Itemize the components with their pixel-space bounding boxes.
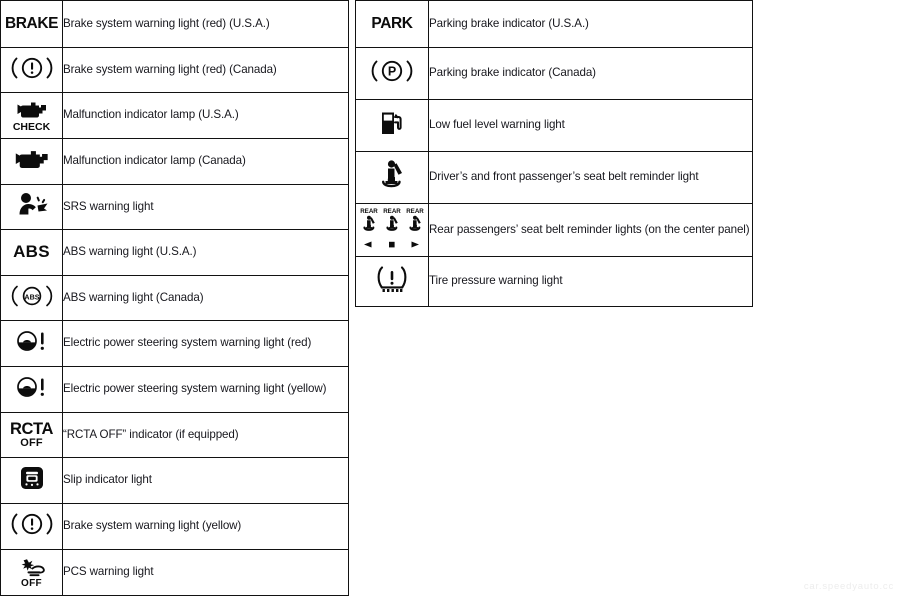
table-row	[356, 48, 753, 100]
icon-cell	[1, 276, 63, 321]
table-row	[1, 48, 349, 93]
table-row	[1, 458, 349, 504]
icon-cell	[1, 230, 63, 276]
description-cell: Parking brake indicator (U.S.A.)	[429, 1, 753, 48]
table-row	[1, 321, 349, 367]
svg-text:ABS: ABS	[23, 291, 40, 301]
description-cell: ABS warning light (Canada)	[63, 276, 349, 321]
description-cell: Electric power steering system warning light (yellow)	[63, 367, 349, 413]
steering-wheel-exclamation-icon	[14, 375, 50, 399]
description-cell: Malfunction indicator lamp (Canada)	[63, 139, 349, 185]
table-row	[356, 100, 753, 152]
table-row	[356, 1, 753, 48]
watermark: car.speedyauto.cc	[803, 581, 894, 592]
description-cell: PCS warning light	[63, 550, 349, 596]
brake-icon-label: BRAKE	[4, 15, 59, 32]
icon-cell	[1, 458, 63, 504]
fuel-pump-icon	[377, 108, 407, 138]
icon-cell	[356, 257, 429, 307]
svg-text:REAR: REAR	[406, 207, 424, 215]
description-cell: Electric power steering system warning light (red)	[63, 321, 349, 367]
table-row	[356, 204, 753, 257]
park-circle-p-icon	[370, 57, 414, 85]
icon-cell	[1, 367, 63, 413]
pcs-off-icon-label: OFF	[21, 578, 42, 589]
icon-cell	[1, 413, 63, 458]
table-row	[1, 367, 349, 413]
svg-text:P: P	[387, 64, 397, 79]
table-row	[1, 185, 349, 230]
icon-cell	[1, 550, 63, 596]
description-cell: Driver’s and front passenger’s seat belt reminder light	[429, 152, 753, 204]
icon-cell	[1, 139, 63, 185]
brake-circle-exclamation-icon	[11, 54, 53, 82]
icon-cell	[1, 1, 63, 48]
steering-wheel-exclamation-icon	[14, 329, 50, 353]
table-row	[356, 152, 753, 204]
table-row	[1, 413, 349, 458]
warning-lights-table-right	[355, 0, 753, 307]
icon-cell	[356, 100, 429, 152]
rcta-icon-label: RCTA	[9, 419, 53, 438]
description-cell: Parking brake indicator (Canada)	[429, 48, 753, 100]
srs-airbag-icon	[14, 191, 50, 218]
table-row	[1, 550, 349, 596]
description-cell: Brake system warning light (yellow)	[63, 504, 349, 550]
table-row	[1, 93, 349, 139]
park-text-icon	[371, 16, 412, 32]
abs-icon-label: ABS	[13, 242, 50, 261]
description-cell: Slip indicator light	[63, 458, 349, 504]
park-icon-label: PARK	[371, 15, 413, 32]
description-cell: Tire pressure warning light	[429, 257, 753, 307]
square-marker	[389, 241, 395, 247]
slip-indicator-icon	[18, 464, 46, 492]
svg-text:REAR: REAR	[383, 207, 401, 215]
icon-cell	[1, 504, 63, 550]
description-cell: ABS warning light (U.S.A.)	[63, 230, 349, 276]
left-arrow-marker	[364, 241, 372, 247]
description-cell: Brake system warning light (red) (U.S.A.)	[63, 1, 349, 48]
table-row	[1, 504, 349, 550]
abs-text-icon	[13, 243, 50, 260]
abs-circle-icon	[11, 283, 53, 309]
pcs-off-icon	[15, 556, 49, 589]
icon-cell	[356, 48, 429, 100]
svg-text:REAR: REAR	[360, 207, 378, 215]
table-row	[1, 276, 349, 321]
description-cell: Rear passengers’ seat belt reminder lights (on the center panel)	[429, 204, 753, 257]
icon-cell	[356, 152, 429, 204]
warning-lights-table-left	[0, 0, 349, 596]
description-cell: Malfunction indicator lamp (U.S.A.)	[63, 93, 349, 139]
icon-cell	[1, 321, 63, 367]
brake-circle-exclamation-icon	[11, 510, 53, 538]
icon-cell	[1, 185, 63, 230]
rear-seat-belt-reminder-icon	[358, 206, 426, 250]
rcta-off-text-icon	[10, 421, 53, 450]
engine-icon	[13, 146, 51, 172]
right-arrow-marker	[412, 241, 420, 247]
icon-cell	[356, 204, 429, 257]
tire-pressure-icon	[373, 264, 411, 294]
description-cell: Brake system warning light (red) (Canada)	[63, 48, 349, 93]
brake-text-icon	[5, 16, 58, 32]
table-row	[1, 1, 349, 48]
icon-cell	[1, 93, 63, 139]
table-row	[1, 139, 349, 185]
description-cell: “RCTA OFF” indicator (if equipped)	[63, 413, 349, 458]
icon-cell	[356, 1, 429, 48]
description-cell: Low fuel level warning light	[429, 100, 753, 152]
check-icon-label: CHECK	[12, 121, 51, 134]
description-cell: SRS warning light	[63, 185, 349, 230]
icon-cell	[1, 48, 63, 93]
table-row	[356, 257, 753, 307]
seat-belt-reminder-icon	[377, 159, 407, 191]
rcta-off-icon-label: OFF	[20, 437, 43, 450]
engine-check-icon	[13, 98, 50, 133]
table-row	[1, 230, 349, 276]
